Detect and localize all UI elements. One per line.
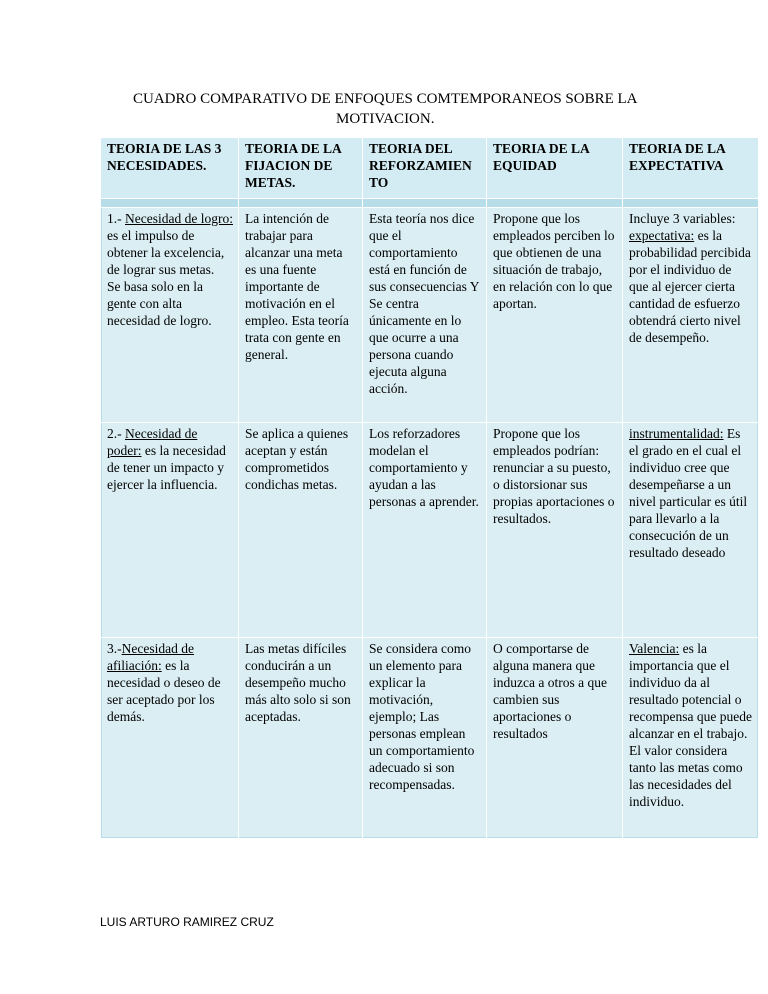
table-row	[101, 208, 759, 423]
term: expectativa:	[629, 228, 695, 243]
term: instrumentalidad:	[629, 426, 724, 441]
header-cell: TEORIA DEL REFORZAMIEN TO	[363, 138, 487, 199]
table-cell: Las metas difíciles conducirán a un desempeño mucho más alto solo si son aceptadas.	[239, 638, 363, 839]
table-cell: Propone que los empleados podrían: renunciar a su puesto, o distorsionar sus propias aportaciones o resultados.	[487, 423, 623, 638]
term: Valencia:	[629, 641, 680, 656]
title-line-2: MOTIVACION.	[336, 111, 435, 127]
comparison-table	[100, 137, 759, 839]
separator-row	[101, 199, 759, 208]
header-cell: TEORIA DE LAS 3 NECESIDADES.	[101, 138, 239, 199]
table-cell: 3.-Necesidad de afiliación: es la necesidad o deseo de ser aceptado por los demás.	[101, 638, 239, 839]
table-cell: Esta teoría nos dice que el comportamiento está en función de sus consecuencias Y Se centra únicamente en lo que ocurre a una persona cuando ejecuta alguna acción.	[363, 208, 487, 423]
table-cell: Valencia: es la importancia que el individuo da al resultado potencial o recompensa que puede alcanzar en el trabajo. El valor considera tanto las metas como las necesidades del individuo.	[623, 638, 759, 839]
term: Necesidad de logro:	[125, 211, 233, 226]
header-cell: TEORIA DE LA FIJACION DE METAS.	[239, 138, 363, 199]
term: Necesidad de poder:	[107, 426, 198, 458]
title-line-1: CUADRO COMPARATIVO DE ENFOQUES COMTEMPORANEOS SOBRE LA	[133, 91, 638, 107]
header-cell: TEORIA DE LA EQUIDAD	[487, 138, 623, 199]
table-row	[101, 423, 759, 638]
table-cell: Incluye 3 variables: expectativa: es la probabilidad percibida por el individuo de que al ejercer cierta cantidad de esfuerzo obtendrá cierto nivel de desempeño.	[623, 208, 759, 423]
table-cell: O comportarse de alguna manera que induzca a otros a que cambien sus aportaciones o resultados	[487, 638, 623, 839]
table-cell: Propone que los empleados perciben lo que obtienen de una situación de trabajo, en relación con lo que aportan.	[487, 208, 623, 423]
table-cell: La intención de trabajar para alcanzar una meta es una fuente importante de motivación en el empleo. Esta teoría trata con gente en general.	[239, 208, 363, 423]
header-cell: TEORIA DE LA EXPECTATIVA	[623, 138, 759, 199]
table-cell: 2.- Necesidad de poder: es la necesidad de tener un impacto y ejercer la influencia.	[101, 423, 239, 638]
table-cell: Se aplica a quienes aceptan y están comprometidos condichas metas.	[239, 423, 363, 638]
table-cell: Se considera como un elemento para explicar la motivación, ejemplo; Las personas emplean un comportamiento adecuado si son recompensadas.	[363, 638, 487, 839]
table-cell: Los reforzadores modelan el comportamiento y ayudan a las personas a aprender.	[363, 423, 487, 638]
table-cell: instrumentalidad: Es el grado en el cual el individuo cree que desempeñarse a un nivel particular es útil para llevarlo a la consecución de un resultado deseado	[623, 423, 759, 638]
table-header-row	[101, 138, 759, 199]
table-cell: 1.- Necesidad de logro: es el impulso de obtener la excelencia, de lograr sus metas. Se basa solo en la gente con alta necesidad de logro.	[101, 208, 239, 423]
term: Necesidad de afiliación:	[107, 641, 194, 673]
table-row	[101, 638, 759, 839]
page-footer: LUIS ARTURO RAMIREZ CRUZ	[100, 915, 274, 929]
